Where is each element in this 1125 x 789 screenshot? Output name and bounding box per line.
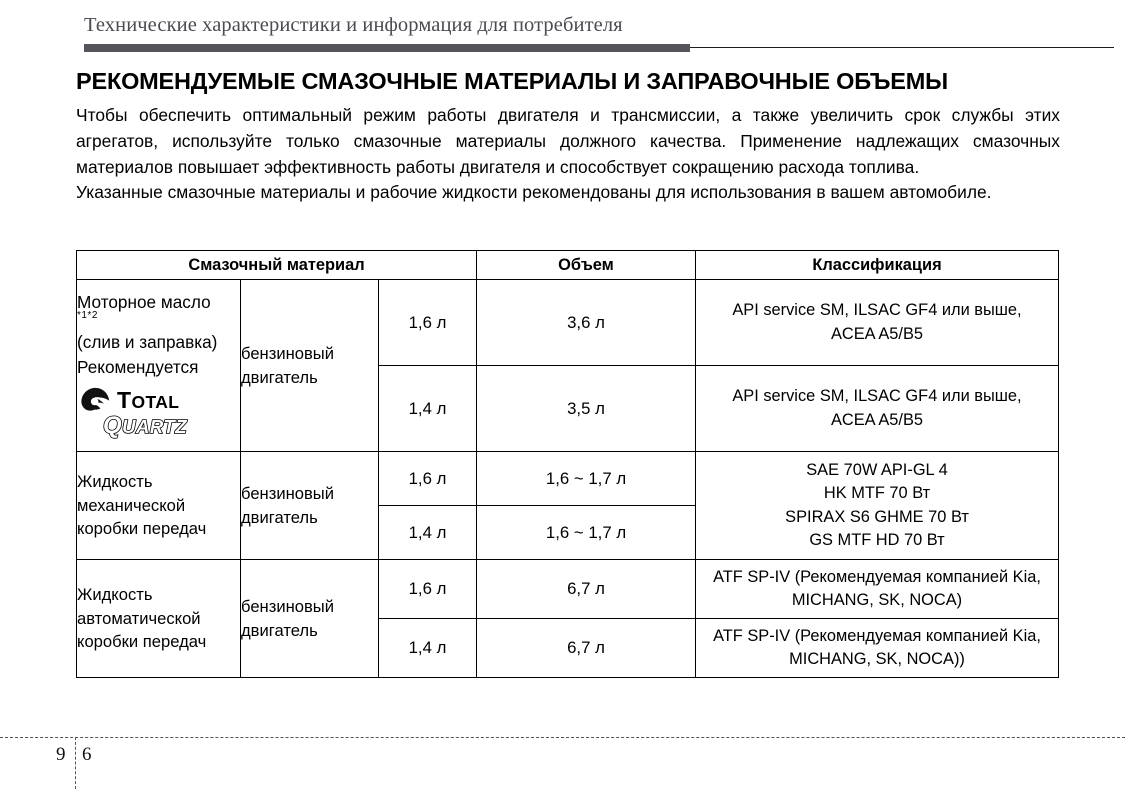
column-header-material: Смазочный материал — [77, 251, 477, 280]
cell-material-engine-oil — [77, 280, 241, 452]
classification-line-2: MICHANG, SK, NOCA) — [791, 591, 963, 609]
footer-vertical-divider — [75, 737, 76, 789]
material-name-line-1: Жидкость — [77, 472, 153, 492]
recommended-label: Рекомендуется — [77, 357, 199, 377]
cell-material-automatic-transmission — [77, 560, 241, 678]
cell-volume: 3,6 л — [477, 280, 696, 366]
engine-type-line-2: двигатель — [241, 367, 318, 387]
page-title: РЕКОМЕНДУЕМЫЕ СМАЗОЧНЫЕ МАТЕРИАЛЫ И ЗАПРАВОЧНЫЕ ОБЪЕМЫ — [76, 68, 948, 94]
engine-type-line-2: двигатель — [241, 620, 318, 640]
cell-volume: 6,7 л — [477, 619, 696, 678]
cell-engine-type-at — [241, 560, 379, 678]
material-name-line-1: Жидкость — [77, 585, 153, 605]
cell-displacement: 1,6 л — [379, 452, 477, 506]
cell-displacement: 1,6 л — [379, 560, 477, 619]
classification-line-4: GS MTF HD 70 Вт — [809, 530, 945, 549]
table-row — [77, 280, 1059, 366]
classification-line-2: MICHANG, SK, NOCA)) — [789, 650, 965, 668]
footer-horizontal-divider — [0, 737, 1125, 738]
cell-classification — [696, 452, 1059, 560]
material-name-line-3: коробки передач — [77, 519, 207, 539]
cell-volume: 1,6 ~ 1,7 л — [477, 452, 696, 506]
engine-type-line-1: бензиновый — [241, 597, 334, 616]
engine-type-line-1: бензиновый — [241, 484, 334, 503]
cell-classification — [696, 280, 1059, 366]
classification-line-2: ACEA A5/B5 — [830, 410, 924, 429]
footnote-mark: *1*2 — [77, 310, 98, 321]
classification-line-1: API service SM, ILSAC GF4 или выше, — [732, 387, 1022, 406]
material-name-line-2: автоматической — [77, 608, 201, 628]
quartz-wordmark: QUARTZ — [103, 412, 188, 439]
header-gray-bar — [84, 44, 690, 52]
header-thin-rule — [690, 47, 1114, 48]
cell-displacement: 1,4 л — [379, 366, 477, 452]
material-name-line-2: механической — [77, 495, 186, 515]
material-name: Моторное масло — [77, 292, 211, 312]
cell-classification — [696, 619, 1059, 678]
lubricants-capacities-table — [76, 250, 1059, 678]
classification-line-1: SAE 70W API-GL 4 — [806, 460, 948, 479]
cell-classification — [696, 366, 1059, 452]
column-header-volume: Объем — [477, 251, 696, 280]
cell-material-manual-transmission — [77, 452, 241, 560]
total-wordmark: TOTAL — [117, 387, 180, 413]
cell-volume: 3,5 л — [477, 366, 696, 452]
spacer — [77, 321, 240, 330]
footer-page-number-right: 6 — [82, 744, 92, 765]
running-header-title: Технические характеристики и информация для потребителя — [84, 14, 623, 36]
classification-line-2: HK MTF 70 Вт — [823, 484, 931, 503]
cell-displacement: 1,6 л — [379, 280, 477, 366]
material-subtitle: (слив и заправка) — [77, 332, 218, 352]
cell-displacement: 1,4 л — [379, 619, 477, 678]
classification-line-1: API service SM, ILSAC GF4 или выше, — [732, 301, 1022, 320]
engine-type-line-2: двигатель — [241, 507, 318, 527]
cell-displacement: 1,4 л — [379, 506, 477, 560]
page-running-header — [0, 14, 1125, 54]
engine-type-line-1: бензиновый — [241, 344, 334, 363]
cell-volume: 6,7 л — [477, 560, 696, 619]
classification-line-2: ACEA A5/B5 — [830, 324, 924, 343]
total-quartz-logo — [81, 385, 233, 441]
classification-line-3: SPIRAX S6 GHME 70 Вт — [785, 507, 969, 526]
intro-paragraph-1: Чтобы обеспечить оптимальный режим работы двигателя и трансмиссии, а также увеличить срок службы этих агрегатов, используйте только смазочные материалы должного качества. Применение надлежащих смазочных материалов повышает эффективность работы двигателя и способствует сокращению расхода топлива. — [76, 105, 1060, 177]
table-row — [77, 560, 1059, 619]
intro-text-block — [76, 103, 1060, 206]
cell-engine-type-oil — [241, 280, 379, 452]
cell-volume: 1,6 ~ 1,7 л — [477, 506, 696, 560]
cell-classification — [696, 560, 1059, 619]
column-header-classification: Классификация — [696, 251, 1059, 280]
table-header-row — [77, 251, 1059, 280]
material-name-line-3: коробки передач — [77, 632, 207, 652]
table-row — [77, 452, 1059, 506]
intro-paragraph-2: Указанные смазочные материалы и рабочие жидкости рекомендованы для использования в вашем автомобиле. — [76, 182, 992, 203]
classification-line-1: ATF SP-IV (Рекомендуемая компанией Kia, — [713, 626, 1041, 645]
cell-engine-type-mt — [241, 452, 379, 560]
classification-line-1: ATF SP-IV (Рекомендуемая компанией Kia, — [713, 567, 1041, 586]
footer-page-number-left: 9 — [56, 744, 66, 765]
